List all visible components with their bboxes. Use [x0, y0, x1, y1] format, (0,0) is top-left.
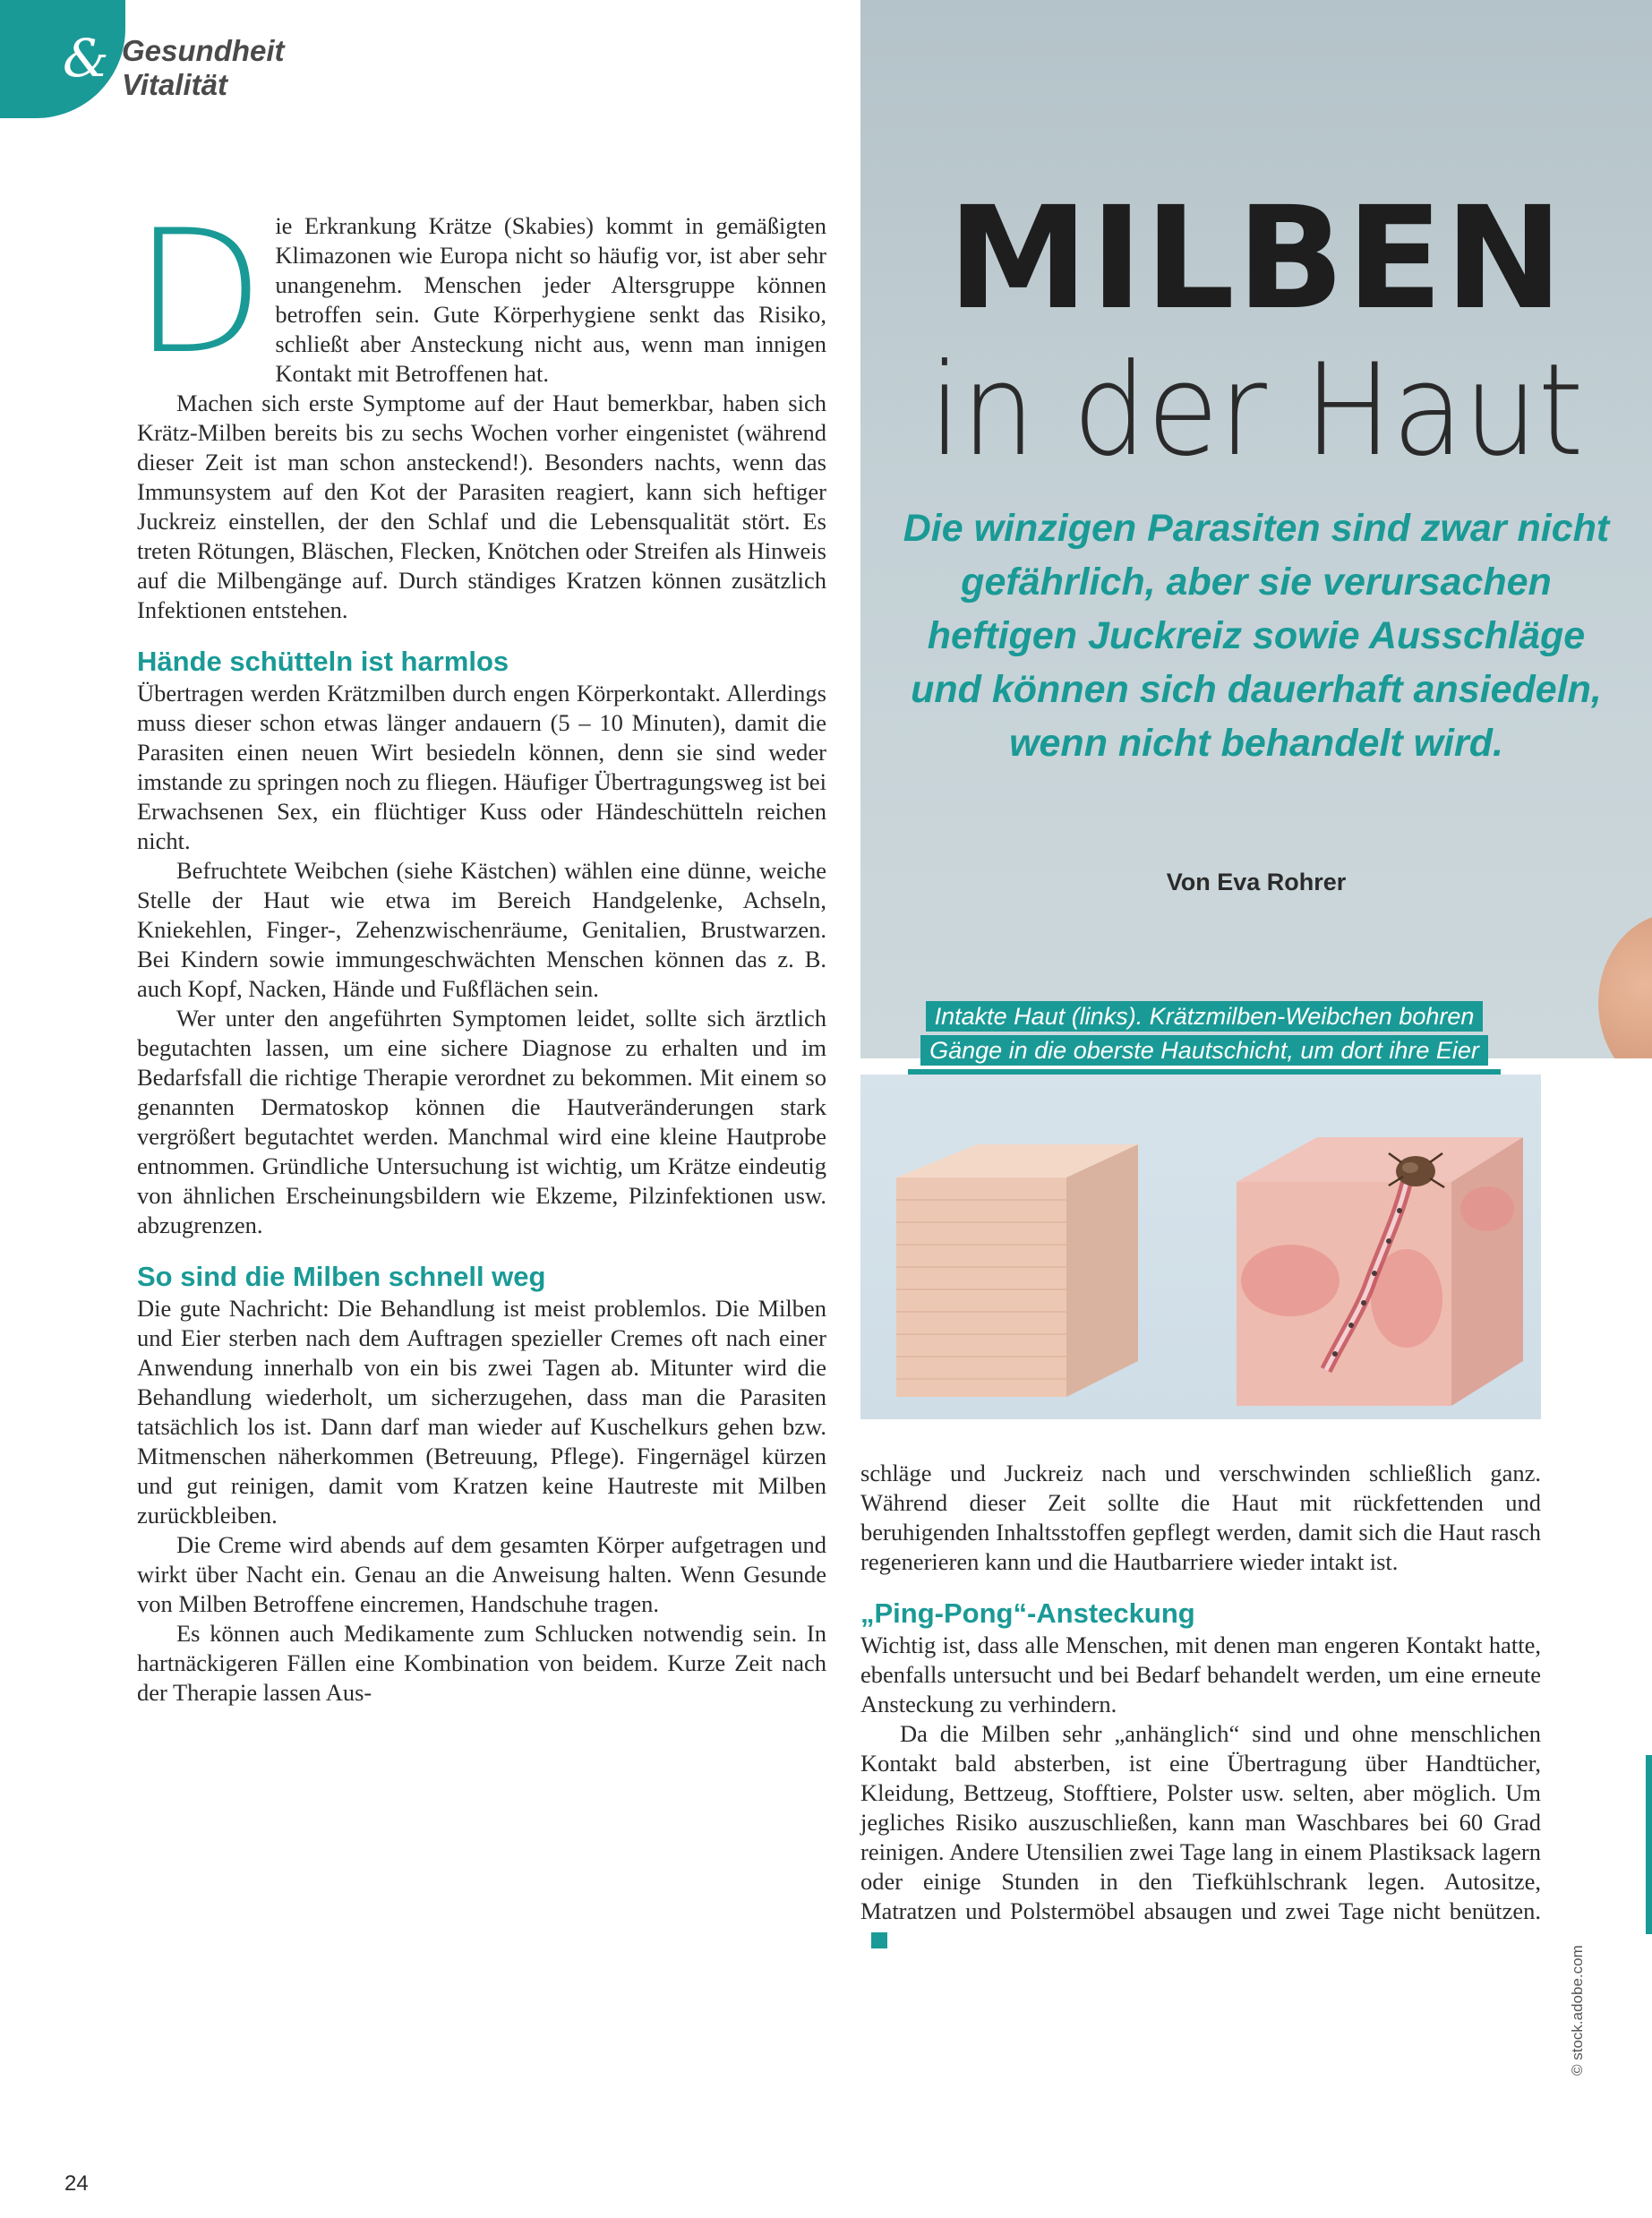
infested-skin-block	[1237, 1137, 1523, 1406]
hero-panel	[860, 0, 1652, 1058]
section-title-gesundheit: Gesundheit	[122, 34, 285, 67]
article-paragraph-1: ie Erkrankung Krätze (Skabies) kommt in gemäßigten Klimazonen wie Europa nicht so häufig vor, ist aber sehr unangenehm. Menschen jeder Altersgruppe können betroffen sein. Gute Körperhygiene senkt das Risiko, schließt aber Ansteckung nicht aus, wenn man innigen Kontakt mit Betroffenen hat.	[275, 212, 826, 387]
headline-main: MILBEN	[947, 176, 1565, 341]
section-ampersand: &	[63, 28, 109, 89]
side-accent-strip	[1646, 1755, 1652, 1934]
skin-cross-section-graphic	[860, 1075, 1541, 1419]
article-column-left	[133, 193, 826, 1708]
lead-paragraph: Die winzigen Parasiten sind zwar nicht gefährlich, aber sie verursachen heftigen Juckreiz sowie Ausschläge und können sich dauerhaft ansiedeln, wenn nicht behandelt wird.	[903, 507, 1610, 765]
healthy-skin-block	[896, 1144, 1138, 1397]
subheading-milben-weg: So sind die Milben schnell weg	[137, 1261, 546, 1292]
article-paragraph-10: Wichtig ist, dass alle Menschen, mit denen man engeren Kontakt hatte, ebenfalls untersucht und bei Bedarf behandelt werden, um eine erneute Ansteckung zu verhindern.	[860, 1631, 1541, 1717]
article-paragraph-6: Die gute Nachricht: Die Behandlung ist meist problemlos. Die Milben und Eier sterben nach dem Auftragen spezieller Cremes oft nach einer Anwendung innerhalb von ein bis zwei Tagen ab. Mitunter wird die Behandlung wiederholt, um sicherzugehen, dass man die Parasiten tatsächlich los ist. Dann darf man wieder auf Kuschelkurs gehen bzw. Mitmenschen näherkommen (Betreuung, Pflege). Fingernägel kürzen und gut reinigen, damit vom Kratzen keine Hautreste mit Milben zurückbleiben.	[137, 1295, 826, 1529]
article-paragraph-5: Wer unter den angeführten Symptomen leidet, sollte sich ärztlich begutachten lassen, um eine sichere Diagnose zu erhalten und im Bedarfsfall die richtige Therapie verordnet zu bekommen. Mit einem so genannten Dermatoskop können die Hautveränderungen stark vergrößert begutachtet werden. Manchmal wird eine kleine Hautprobe entnommen. Gründliche Untersuchung ist wichtig, um Krätze eindeutig von ähnlichen Erscheinungsbildern wie Ekzeme, Pilzinfektionen usw. abzugrenzen.	[137, 1005, 826, 1238]
end-mark-icon	[871, 1932, 887, 1948]
article-paragraph-7: Die Creme wird abends auf dem gesamten Körper aufgetragen und wirkt über Nacht ein. Genau an die Anweisung halten. Wenn Gesunde von Milben Betroffene eincremen, Handschuhe tragen.	[137, 1531, 826, 1617]
article-paragraph-8: Es können auch Medikamente zum Schlucken notwendig sein. In hartnäckigeren Fällen eine Kombination von beidem. Kurze Zeit nach der Therapie lassen Aus-	[137, 1620, 826, 1706]
byline: Von Eva Rohrer	[1166, 869, 1347, 895]
drop-cap: D	[133, 193, 265, 391]
article-paragraph-9: schläge und Juckreiz nach und verschwinden schließlich ganz. Während dieser Zeit sollte die Haut mit rückfettenden und beruhigenden Inhaltsstoffen gepflegt werden, damit sich die Haut rasch regenerieren kann und die Hautbarriere wieder intakt ist.	[860, 1460, 1541, 1575]
section-title-vitalitaet: Vitalität	[122, 68, 227, 101]
article-paragraph-11-wrap	[860, 1719, 1541, 1956]
hero-skin-decoration	[1598, 913, 1652, 1058]
section-badge	[0, 0, 125, 118]
subheading-haende-schuetteln: Hände schütteln ist harmlos	[137, 646, 509, 677]
article-paragraph-11: Da die Milben sehr „anhänglich“ sind und ohne menschlichen Kontakt bald absterben, ist eine Übertragung über Handtücher, Kleidung, Bettzeug, Stofftiere, Polster usw. selten, aber möglich. Um jegliches Risiko auszuschließen, kann man Waschbares bei 60 Grad reinigen. Andere Utensilien zwei Tage lang in einem Plastiksack lagern oder einige Stunden in den Tiefkühlschrank legen. Autositze, Matratzen und Polstermöbel absaugen und zwei Tage nicht benützen.	[860, 1720, 1541, 1924]
article-column-right	[860, 1459, 1541, 1956]
photo-credit: © stock.adobe.com	[1569, 1945, 1586, 2076]
headline-sub: in der Haut	[929, 337, 1584, 484]
article-paragraph-3: Übertragen werden Krätzmilben durch engen Körperkontakt. Allerdings muss dieser schon etwas länger andauern (5 – 10 Minuten), damit die Parasiten einen neuen Wirt besiedeln können, denn sie sind weder imstande zu springen noch zu fliegen. Häufiger Übertragungsweg ist bei Erwachsenen Sex, ein flüchtiger Kuss oder Händeschütteln reichen nicht.	[137, 680, 826, 854]
article-paragraph-2: Machen sich erste Symptome auf der Haut bemerkbar, haben sich Krätz-Milben bereits bis zu sechs Wochen vorher eingenistet (während dieser Zeit ist man schon ansteckend!). Besonders nachts, wenn das Immunsystem auf den Kot der Parasiten reagiert, kann sich heftiger Juckreiz einstellen, der den Schlaf und die Lebensqualität stört. Es treten Rötungen, Bläschen, Flecken, Knötchen oder Streifen als Hinweis auf die Milbengänge auf. Durch ständiges Kratzen können zusätzlich Infektionen entstehen.	[137, 390, 826, 623]
skin-illustration	[860, 1075, 1541, 1419]
subheading-ping-pong: „Ping-Pong“-Ansteckung	[860, 1597, 1195, 1629]
article-paragraph-4: Befruchtete Weibchen (siehe Kästchen) wählen eine dünne, weiche Stelle der Haut wie etwa im Bereich Handgelenke, Achseln, Kniekehlen, Finger-, Zehenzwischenräume, Genitalien, Brustwarzen. Bei Kindern sowie immungeschwächten Menschen können das z. B. auch Kopf, Nacken, Hände und Fußflächen sein.	[137, 857, 826, 1002]
image-caption-text: Intakte Haut (links). Krätzmilben-Weibchen bohren Gänge in die oberste Hautschicht, um dort ihre Eier	[908, 1001, 1501, 1134]
page-number: 24	[64, 2171, 89, 2196]
